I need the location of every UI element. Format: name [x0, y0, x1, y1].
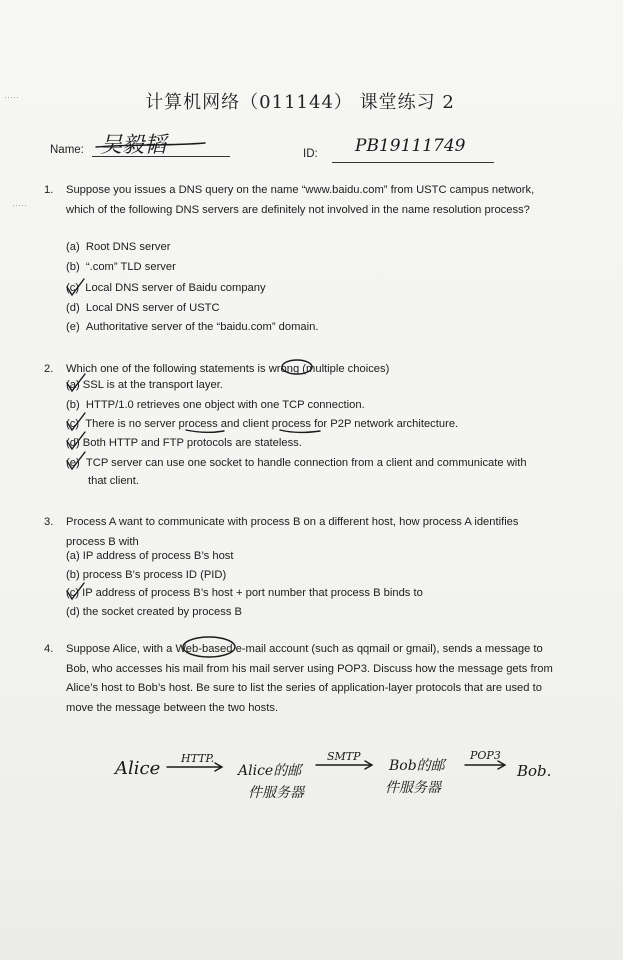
- question-number: 3.: [44, 516, 54, 528]
- arrow-icon: [465, 761, 505, 769]
- q2-option-a: (a) SSL is at the transport layer.: [66, 379, 223, 391]
- q1-option-d: (d) Local DNS server of USTC: [66, 302, 220, 314]
- name-handwriting: 吴毅韬: [100, 133, 167, 158]
- underline-mark: [280, 430, 320, 432]
- q3-option-c: (c) IP address of process B’s host + port number that process B binds to: [66, 587, 423, 599]
- margin-note: ·····: [4, 92, 19, 102]
- answer-protocol-smtp: SMTP: [327, 750, 361, 763]
- answer-alice-mail-server-2: 件服务器: [248, 785, 304, 801]
- answer-alice: Alice: [115, 758, 161, 779]
- circle-mark-icon: [282, 360, 312, 374]
- question-text: Suppose you issues a DNS query on the name “www.baidu.com” from USTC campus network, which of the following DNS servers are definitely not involved in the name resolution process?: [66, 184, 535, 216]
- arrow-icon: [316, 761, 372, 769]
- q2-option-c: (c) There is no server process and client process for P2P network architecture.: [66, 418, 459, 430]
- q1-option-b: (b) “.com” TLD server: [66, 261, 176, 273]
- answer-bob-mail-server-2: 件服务器: [385, 780, 441, 796]
- question-text: Suppose Alice, with a Web-based e-mail account (such as qqmail or gmail), sends a message to Bob, who accesses his mail from his mail server using POP3. Discuss how the message gets from Alice’s host to Bob’s host. Be sure to list the series of application-layer protocols that are used to move the message between the two hosts.: [66, 643, 553, 714]
- circle-mark-icon: [183, 637, 235, 657]
- question-number: 2.: [44, 363, 54, 375]
- q1-option-e: (e) Authoritative server of the “baidu.com” domain.: [66, 321, 319, 333]
- page-title: 计算机网络（011144） 课堂练习 2: [145, 92, 455, 113]
- answer-protocol-http: HTTP.: [181, 752, 215, 765]
- question-number: 4.: [44, 643, 54, 655]
- q2-option-d: (d) Both HTTP and FTP protocols are stateless.: [66, 437, 302, 449]
- checkmark-icon: [67, 413, 85, 430]
- id-handwriting: PB19111749: [355, 136, 466, 156]
- margin-note: ·····: [12, 200, 27, 210]
- q2-option-b: (b) HTTP/1.0 retrieves one object with one TCP connection.: [66, 399, 365, 411]
- checkmark-icon: [67, 279, 84, 295]
- checkmark-icon: [67, 432, 85, 449]
- id-label: ID:: [303, 148, 318, 160]
- answer-bob: Bob.: [517, 762, 552, 780]
- checkmark-icon: [67, 583, 84, 599]
- answer-protocol-pop3: POP3: [470, 749, 501, 762]
- checkmark-icon: [67, 452, 85, 469]
- arrow-icon: [167, 763, 222, 771]
- question-text: Process A want to communicate with process B on a different host, how process A identifies process B with: [66, 516, 519, 548]
- name-label: Name:: [50, 144, 84, 156]
- answer-alice-mail-server-1: Alice的邮: [238, 763, 302, 779]
- question-number: 1.: [44, 184, 54, 196]
- q2-option-e-continued: that client.: [88, 475, 139, 487]
- underline-mark: [186, 430, 224, 432]
- q1-option-c: (c) Local DNS server of Baidu company: [66, 282, 266, 294]
- question-text: Which one of the following statements is wrong (multiple choices): [66, 363, 390, 375]
- q3-option-a: (a) IP address of process B’s host: [66, 550, 234, 562]
- q2-option-e: (e) TCP server can use one socket to handle connection from a client and communicate with: [66, 457, 527, 469]
- q3-option-b: (b) process B’s process ID (PID): [66, 569, 227, 581]
- answer-bob-mail-server-1: Bob的邮: [389, 758, 445, 774]
- q1-option-a: (a) Root DNS server: [66, 241, 171, 253]
- checkmark-icon: [67, 374, 85, 391]
- q3-option-d: (d) the socket created by process B: [66, 606, 242, 618]
- name-scribble: [96, 143, 205, 147]
